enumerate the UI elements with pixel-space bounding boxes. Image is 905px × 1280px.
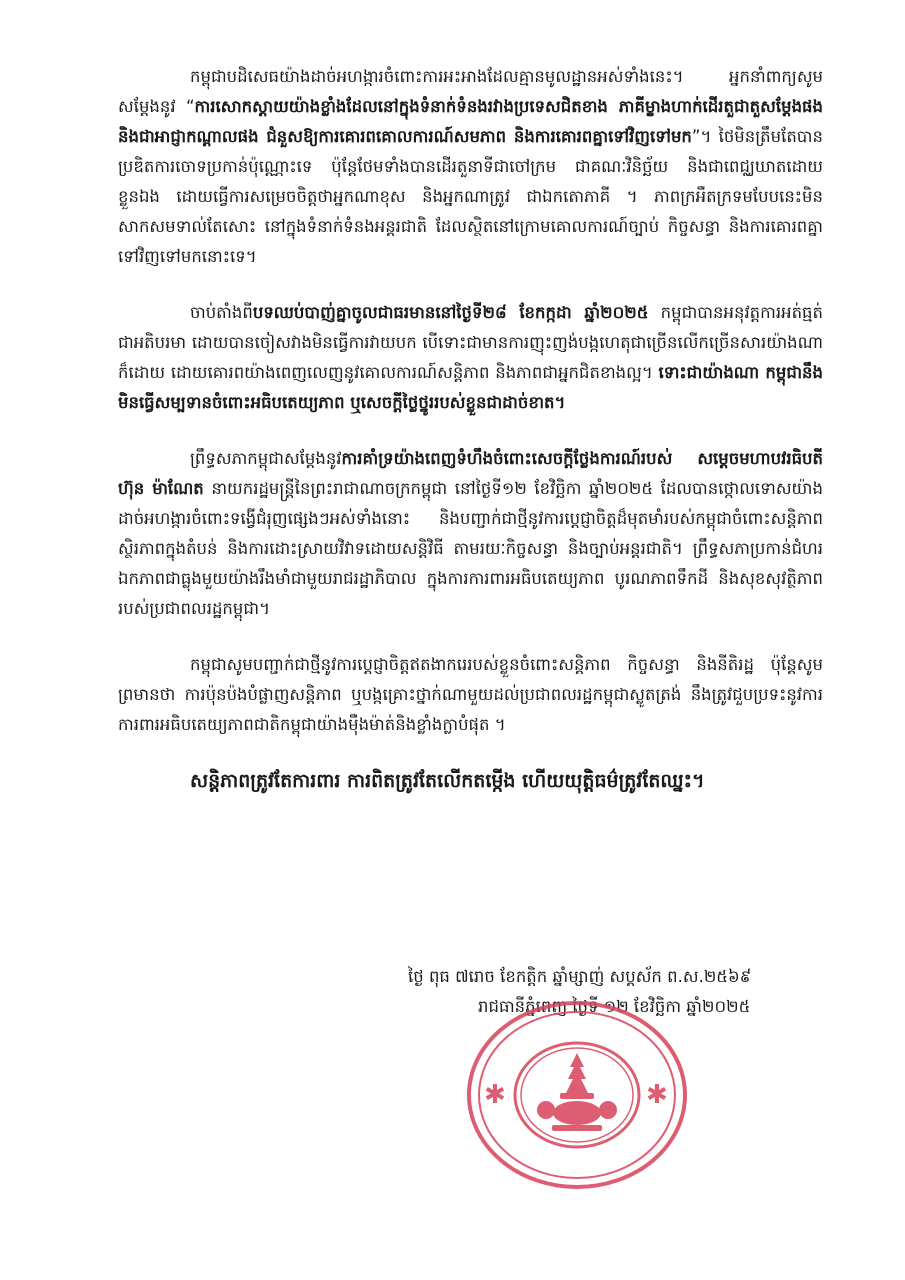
bold-text-run: ការសោកស្តាយយ៉ាងខ្លាំងដែលនៅក្នុងទំនាក់ទំនងរវាងប្រទេសជិតខាង ភាគីម្ខាងហាក់ដើរតួជាតួសម្តែងផង និងជាអាជ្ញាកណ្តាលផង ជំនួសឱ្យការគោរពគោលការណ៍សមភាព និងការគោរពគ្នាទៅវិញទៅមក <box>118 97 823 146</box>
document-body <box>118 62 823 796</box>
text-run: កម្ពុជាបានអនុវត្តការអត់ធ្មត់ជាអតិបរមា ដោយបានចៀសវាងមិនធ្វើការវាយបក បើទោះជាមានការញុះញង់បង្កហេតុជាច្រើនលើកច្រើនសារយ៉ាងណាក៏ដោយ ដោយគោរពយ៉ាងពេញលេញនូវគោលការណ៍សន្តិភាព និងភាពជាអ្នកជិតខាងល្អ។ <box>118 303 823 382</box>
text-run: ចាប់តាំងពី <box>190 303 253 322</box>
slogan: សន្តិភាពត្រូវតែការពារ ការពិតត្រូវតែលើកតម្កើង ហើយយុត្តិធម៌ត្រូវតែឈ្នះ។ <box>190 770 705 792</box>
bold-text-run: ទោះជាយ៉ាងណា កម្ពុជានឹងមិនធ្វើសម្បទានចំពោះអធិបតេយ្យភាព ឬសេចក្តីថ្លៃថ្នូររបស់ខ្លួនជាដាច់ខាត។ <box>118 363 824 412</box>
seal-star-left-icon: ✱ <box>484 1080 506 1110</box>
text-run: កម្ពុជាសូមបញ្ជាក់ជាថ្មីនូវការប្តេជ្ញាចិត្តឥតងាករេរបស់ខ្លួនចំពោះសន្តិភាព កិច្ចសន្ធា និងនីតិរដ្ឋ ប៉ុន្តែសូមព្រមានថា ការប៉ុនប៉ងបំផ្លាញសន្តិភាព ឬបង្កគ្រោះថ្នាក់ណាមួយដល់ប្រជាពលរដ្ឋកម្ពុជាស្លូតត្រង់ នឹងត្រូវជួបប្រទះនូវការការពារអធិបតេយ្យភាពជាតិកម្ពុជាយ៉ាងម៉ឺងម៉ាត់និងខ្លាំងក្លាបំផុត ។ <box>118 655 823 734</box>
paragraph-4 <box>118 650 823 740</box>
paragraph-3 <box>118 444 823 624</box>
bold-text-run: បទឈប់បាញ់គ្នាចូលជាធរមាននៅថ្ងៃទី២៨ ខែកក្កដា ឆ្នាំ២០២៥ <box>252 303 649 322</box>
seal-graphic <box>462 995 692 1195</box>
text-run: នាយករដ្ឋមន្ត្រីនៃព្រះរាជាណាចក្រកម្ពុជា នៅថ្ងៃទី១២ ខែវិច្ឆិកា ឆ្នាំ២០២៥ ដែលបានថ្កោលទោសយ៉ាងដាច់អហង្ការចំពោះទង្វើជំរុញផ្សេងៗអស់ទាំងនោះ និងបញ្ជាក់ជាថ្មីនូវការប្តេជ្ញាចិត្តដ៏មុតមាំរបស់កម្ពុជាចំពោះសន្តិភាព ស្ថិរភាពក្នុងតំបន់ និងការដោះស្រាយវិវាទដោយសន្តិវិធី តាមរយៈកិច្ចសន្ធា និងច្បាប់អន្តរជាតិ។ ព្រឹទ្ធសភាប្រកាន់ជំហរឯកភាពជាធ្លុងមួយយ៉ាងរឹងមាំជាមួយរាជរដ្ឋាភិបាល ក្នុងការការពារអធិបតេយ្យភាព បូរណភាពទឹកដី និងសុខសុវត្ថិភាពរបស់ប្រជាពលរដ្ឋកម្ពុជា។ <box>118 479 823 618</box>
seal-star-right-icon: ✱ <box>646 1080 668 1110</box>
official-seal <box>462 995 692 1195</box>
text-run: ”។ ថៃមិនត្រឹមតែបានប្រឌិតការចោទប្រកាន់ប៉ុណ្ណោះទេ ប៉ុន្តែថែមទាំងបានដើរតួនាទីជាចៅក្រម ជាគណៈវិនិច្ឆ័យ និងជាពេជ្ឈឃាតដោយខ្លួនឯង ដោយធ្វើការសម្រេចចិត្តថាអ្នកណាខុស និងអ្នកណាត្រូវ ជាឯកតោភាគី ។ ភាពក្រអឺតក្រទមបែបនេះមិនសាកសមទាល់តែសោះ នៅក្នុងទំនាក់ទំនងអន្តរជាតិ ដែលស្ថិតនៅក្រោមគោលការណ៍ច្បាប់ កិច្ចសន្ធា និងការគោរពគ្នាទៅវិញទៅមកនោះទេ។ <box>118 127 823 266</box>
bold-text-run: ការគាំទ្រយ៉ាងពេញទំហឹងចំពោះសេចក្តីថ្លែងការណ៍របស់ សម្តេចមហាបវរធិបតី ហ៊ុន ម៉ាណែត <box>118 449 823 498</box>
date-solar: រាជធានីភ្នំពេញ ថ្ងៃទី ១២ ខែវិច្ឆិកា ឆ្នាំ២០២៥ <box>478 997 751 1016</box>
date-lunar: ថ្ងៃ ពុធ ៧រោច ខែកត្តិក ឆ្នាំម្សាញ់ សប្តស័ក ព.ស.២៥៦៩ <box>408 967 752 986</box>
text-run: កម្ពុជាបដិសេធយ៉ាងដាច់អហង្ការចំពោះការអះអាងដែលគ្មានមូលដ្ឋានអស់ទាំងនេះ។ អ្នកនាំពាក្យសូមសម្តែងនូវ “ <box>118 67 823 116</box>
text-run: ព្រឹទ្ធសភាកម្ពុជាសម្តែងនូវ <box>190 449 342 468</box>
paragraph-2 <box>118 298 823 418</box>
seal-emblem-icon <box>537 1053 617 1131</box>
paragraph-1 <box>118 62 823 272</box>
